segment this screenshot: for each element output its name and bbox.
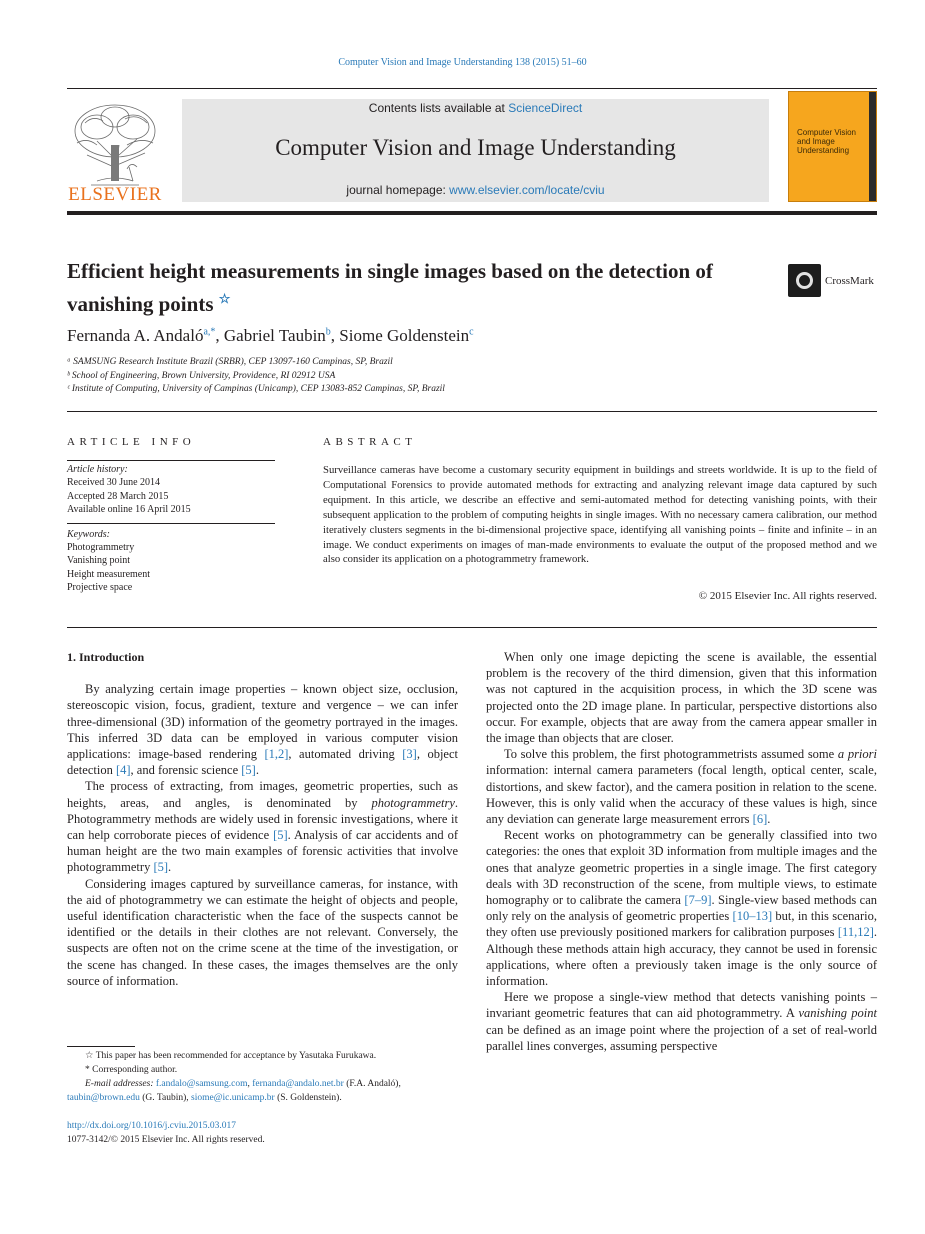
article-info-heading: ARTICLE INFO: [67, 436, 196, 448]
abstract-heading: ABSTRACT: [323, 436, 417, 448]
body-paragraph: [486, 746, 877, 827]
text-run: Here we propose a single-view method that detects vanishing points – invariant geometric features that can aid photogrammetry. A: [486, 990, 877, 1021]
text-run: information: internal camera parameters (focal length, optical center, scale, distortions, and skew factor), and the camera position in relation to the scene. However, this is only valid when the accuracy of these values is high, since any deviation can generate large measurement errors: [486, 763, 877, 827]
doi-link[interactable]: http://dx.doi.org/10.1016/j.cviu.2015.03.017: [67, 1121, 236, 1131]
citation-link[interactable]: [3]: [402, 747, 417, 762]
email-owner: (F.A. Andaló),: [343, 1079, 401, 1089]
sciencedirect-link[interactable]: ScienceDirect: [508, 101, 583, 115]
text-run: . Although these methods attain high accuracy, they cannot be used in forensic applications, where often a previously taken image is the only source of information.: [486, 925, 877, 989]
right-paragraphs: [486, 649, 877, 1054]
text-run: Considering images captured by surveillance cameras, for instance, with the aid of photogrammetry we can estimate the height of objects and people, useful identification characteristic when the face of the suspects cannot be identified or the details in their clothes are not relevant. Conversely, the suspects are often not on the crime scene at the time of the investigation, or the scene has changed. In these cases, the images themselves are the only source of information.: [67, 876, 458, 988]
text-run: .: [168, 860, 172, 875]
journal-banner: [182, 99, 769, 202]
masthead-rule: [67, 211, 877, 215]
article-title-text: Efficient height measurements in single images based on the detection of vanishing points: [67, 259, 713, 316]
citation-link[interactable]: [5]: [273, 828, 288, 843]
article-title: [67, 258, 777, 318]
keywords-label: Keywords:: [67, 528, 110, 540]
email-separator: ,: [247, 1079, 253, 1089]
text-run: . Single-view based methods can only rely on the analysis of geometric properties: [486, 893, 877, 924]
homepage-line: [182, 183, 769, 197]
text-run: By analyzing certain image properties – known object size, occlusion, stereoscopic vision, focus, gradient, texture and vergence – we can infer three-dimensional (3D) information of the geometry portrayed in the images. This inferred 3D data can be employed in various computer vision applications: image-based rendering: [67, 682, 458, 762]
journal-reference[interactable]: Computer Vision and Image Understanding 138 (2015) 51–60: [338, 57, 587, 68]
crossmark-circle: [796, 272, 813, 289]
citation-link[interactable]: [5]: [153, 860, 169, 875]
email-link[interactable]: fernanda@andalo.net.br: [252, 1079, 344, 1089]
masthead: [67, 88, 877, 206]
citation-link[interactable]: [6]: [752, 812, 768, 827]
citation-link[interactable]: [1,2]: [264, 747, 289, 762]
cover-title: Computer Vision and Image Understanding: [797, 128, 856, 155]
email-link[interactable]: siome@ic.unicamp.br: [191, 1093, 275, 1103]
homepage-link[interactable]: www.elsevier.com/locate/cviu: [449, 183, 605, 197]
header-rule: [67, 411, 877, 412]
text-run: , automated driving: [288, 747, 403, 762]
author-affiliation-mark[interactable]: a,*: [203, 326, 216, 338]
text-run: , object detection: [67, 747, 459, 778]
abstract-copyright: © 2015 Elsevier Inc. All rights reserved.: [698, 590, 877, 602]
cover-strip: [869, 92, 876, 201]
history-online: Available online 16 April 2015: [67, 504, 191, 516]
journal-title: Computer Vision and Image Understanding: [275, 135, 676, 160]
crossmark-badge[interactable]: [788, 264, 878, 298]
info-rule-mid: [67, 523, 275, 524]
doi-block: [67, 1119, 265, 1147]
footnote-rule: [67, 1046, 135, 1047]
body-paragraph: [67, 778, 458, 875]
affiliation-a: ᵃ SAMSUNG Research Institute Brazil (SRBR), CEP 13097-160 Campinas, SP, Brazil: [67, 357, 393, 367]
text-run: To solve this problem, the first photogrammetrists assumed some: [504, 747, 838, 762]
emphasis: a priori: [837, 747, 877, 762]
section-heading: 1. Introduction: [67, 650, 145, 664]
author-affiliation-mark[interactable]: b: [325, 326, 331, 338]
keyword: Height measurement: [67, 568, 151, 580]
contents-line: [182, 101, 769, 115]
history-label: Article history:: [67, 464, 128, 475]
footnote-emails: [67, 1077, 459, 1091]
history-received: Received 30 June 2014: [67, 477, 161, 489]
article-info: [67, 460, 275, 595]
affiliation-b: ᵇ School of Engineering, Brown University, Providence, RI 02912 USA: [67, 370, 336, 381]
email-owner: (S. Goldenstein).: [274, 1093, 342, 1103]
citation-link[interactable]: [5]: [241, 763, 256, 778]
text-run: .: [255, 763, 259, 778]
email-owner: (G. Taubin),: [139, 1093, 192, 1103]
email-label: E-mail addresses:: [85, 1079, 156, 1089]
keyword: Projective space: [67, 582, 133, 594]
author-name: Siome Goldenstein: [339, 326, 470, 345]
body-paragraph: [486, 827, 877, 989]
footnote-corresponding: * Corresponding author.: [85, 1065, 178, 1075]
crossmark-icon: [788, 264, 821, 297]
author-affiliation-mark[interactable]: c: [469, 326, 474, 338]
history-accepted: Accepted 28 March 2015: [67, 490, 169, 502]
text-run: . Photogrammetry methods are widely used in forensic investigations, where it can help corroborate pieces of evidence: [67, 795, 458, 843]
text-run: .: [767, 812, 771, 827]
elsevier-wordmark: ELSEVIER: [68, 184, 162, 205]
citation-link[interactable]: [7–9]: [684, 893, 712, 908]
author-separator: ,: [215, 326, 224, 345]
title-star-footnote[interactable]: ☆: [218, 291, 231, 306]
footnotes: [67, 1049, 459, 1105]
text-run: Recent works on photogrammetry can be generally classified into two categories: the ones that exploit 3D information from multiple images and the ones that analyze geometric properties in a single image. The first category deals with 3D reconstruction of the scene, from multiple views, to estimate homography or to calibrate the camera: [486, 828, 877, 908]
emphasis: photogrammetry: [371, 795, 455, 810]
text-run: . Analysis of car accidents and of human height are the two main examples of forensic activities that involve photogrammetry: [67, 828, 458, 875]
body-right-column: [486, 649, 877, 1054]
text-run: can be defined as an image point where the projection of a set of real-world parallel lines converges, assuming perspective: [486, 1022, 877, 1053]
footnote-emails-cont: [67, 1091, 459, 1105]
emphasis: vanishing point: [798, 1006, 877, 1021]
body-paragraph: [67, 681, 458, 778]
text-run: but, in this scenario, they often use previously positioned markers for calibration purposes: [486, 909, 877, 940]
author-name: Gabriel Taubin: [223, 326, 326, 345]
affiliation-c: ᶜ Institute of Computing, University of Campinas (Unicamp), CEP 13083-852 Campinas, SP, Brazil: [67, 384, 445, 394]
body-paragraph: [486, 989, 877, 1054]
author-name: Fernanda A. Andaló: [67, 326, 204, 345]
email-link[interactable]: taubin@brown.edu: [67, 1093, 140, 1103]
email-link[interactable]: f.andalo@samsung.com: [155, 1079, 248, 1089]
text-run: When only one image depicting the scene is available, the essential problem is the recovery of the third dimension, given that this information was not captured in the acquisition process, in which the 3D scene was projected onto the 2D image plane. In particular, perspective distortions also occur. For example, objects that are away from the camera appear smaller in the image than objects that are closer.: [486, 650, 877, 746]
crossmark-label: CrossMark: [825, 275, 874, 287]
body-paragraph: [67, 876, 458, 989]
author-separator: ,: [330, 326, 340, 345]
citation-link[interactable]: [4]: [115, 763, 131, 778]
text-run: The process of extracting, from images, geometric properties, such as heights, areas, and angles, is denominated by: [67, 779, 458, 810]
abstract-text: Surveillance cameras have become a customary security equipment in buildings and streets worldwide. It is up to the field of Computational Forensics to provide automated methods for extracting and analyzing relevant image data captured by such equipment. In this article, we describe an effective and semi-automated method for detecting vanishing points, with their subsequent application to the problem of computing heights in single images. With no necessary camera calibration, our method iteratively clusters segments in the bi-dimensional projective space, identifying all vanishing points – finite and infinite – in an image. We conduct experiments on images of man-made environments to evaluate the output of the proposed method and we also consider its application on a photogrammetry framework.: [323, 464, 877, 566]
left-paragraphs: [67, 681, 458, 989]
affiliations: [67, 356, 445, 397]
author-list: [67, 326, 474, 346]
body-left-column: [67, 649, 458, 989]
issn-line: 1077-3142/© 2015 Elsevier Inc. All rights reserved.: [67, 1135, 265, 1145]
text-run: , and forensic science: [130, 763, 242, 778]
citation-link[interactable]: [10–13]: [732, 909, 773, 924]
body-paragraph: [486, 649, 877, 746]
journal-cover[interactable]: [788, 91, 877, 202]
contents-prefix: Contents lists available at: [368, 101, 509, 115]
citation-link[interactable]: [11,12]: [837, 925, 874, 940]
abstract-rule: [67, 627, 877, 628]
footnote-recommendation: ☆ This paper has been recommended for acceptance by Yasutaka Furukawa.: [85, 1051, 377, 1061]
keyword: Vanishing point: [67, 555, 131, 567]
homepage-prefix: journal homepage:: [346, 183, 450, 197]
keyword: Photogrammetry: [67, 542, 135, 554]
